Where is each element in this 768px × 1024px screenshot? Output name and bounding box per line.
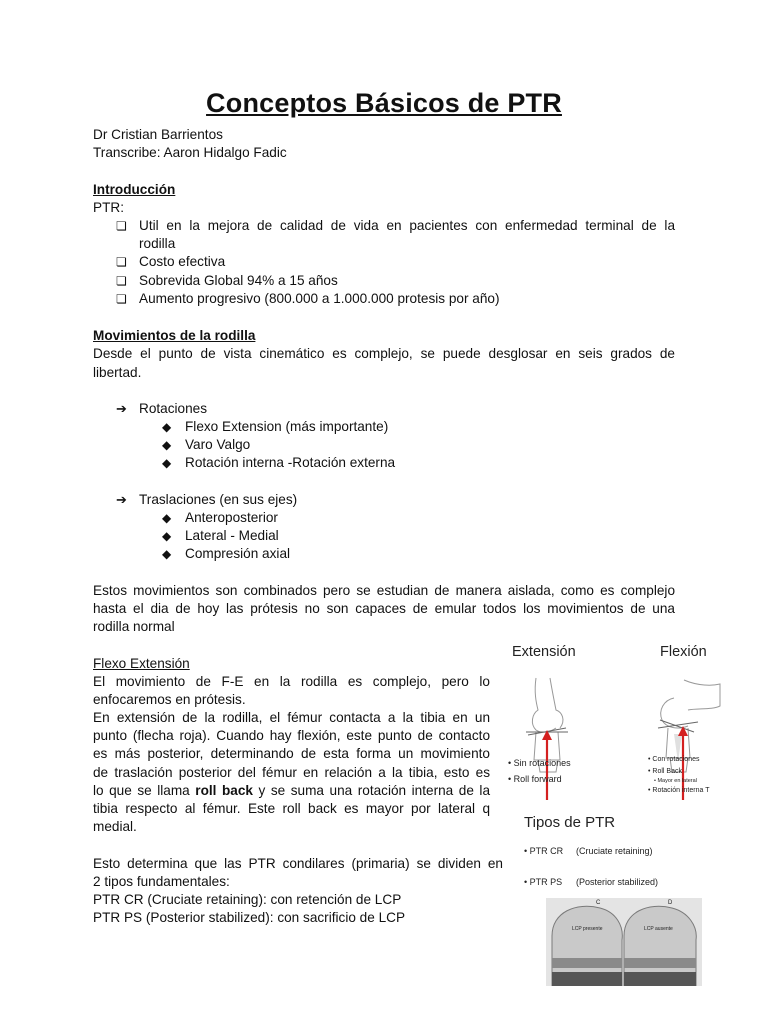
combined-line-2: hasta el dia de hoy las prótesis no son capaces de emular todos los movimientos de una <box>93 601 675 616</box>
flexo-line-2: enfocaremos en prótesis. <box>93 692 246 707</box>
flexo-heading: Flexo Extensión <box>93 656 190 671</box>
intro-heading: Introducción <box>93 182 176 197</box>
left-note-1: • Sin rotaciones <box>508 758 571 768</box>
flexo-line-7-post: y se suma una rotación interna de la <box>252 783 491 798</box>
rotation-item-2: Varo Valgo <box>185 437 251 452</box>
prosthesis-photo-svg <box>512 808 712 986</box>
transcriber-line: Transcribe: Aaron Hidalgo Fadic <box>93 145 287 160</box>
flexo-line-4: punto (flecha roja). Cuando hay flexión, este punto de contacto <box>93 728 490 743</box>
diamond-bullet-icon: ◆ <box>162 547 172 561</box>
arrow-right-icon: ➔ <box>116 492 127 507</box>
flexo-line-7 <box>93 782 490 800</box>
page-title: Conceptos Básicos de PTR <box>206 88 562 118</box>
rotation-item-1: Flexo Extension (más importante) <box>185 419 389 434</box>
flexo-line-7-pre: lo que se llama <box>93 783 196 798</box>
movements-paragraph-line-1: Desde el punto de vista cinemático es complejo, se puede desglosar en seis grados de <box>93 346 675 361</box>
translation-item-2: Lateral - Medial <box>185 528 279 543</box>
types-line-3: PTR CR (Cruciate retaining): con retención de LCP <box>93 892 402 907</box>
flexo-line-8: tibia respecto al fémur. Este roll back es mayor por lateral q <box>93 801 490 816</box>
flexo-line-3: En extensión de la rodilla, el fémur contacta a la tibia en un <box>93 710 490 725</box>
panel-d-letter: D <box>668 900 673 906</box>
combined-line-3: rodilla normal <box>93 619 175 634</box>
checkbox-bullet-icon: ❏ <box>116 292 127 306</box>
intro-bullet-2: Costo efectiva <box>139 254 226 269</box>
intro-bullet-1: Util en la mejora de calidad de vida en pacientes con enfermedad terminal de la <box>139 218 675 233</box>
intro-bullet-3: Sobrevida Global 94% a 15 años <box>139 273 338 288</box>
panel-d-label: LCP ausente <box>644 926 673 932</box>
intro-bullet-1-cont: rodilla <box>139 236 176 251</box>
movements-paragraph-line-2: libertad. <box>93 365 142 380</box>
ptr-cr-abbr: • PTR CR <box>524 846 564 856</box>
panel-c-label: LCP presente <box>572 926 603 932</box>
flexo-line-9: medial. <box>93 819 137 834</box>
right-note-3: • Mayor en lateral <box>654 778 697 784</box>
diamond-bullet-icon: ◆ <box>162 529 172 543</box>
types-line-4: PTR PS (Posterior stabilized): con sacrificio de LCP <box>93 910 406 925</box>
diamond-bullet-icon: ◆ <box>162 511 172 525</box>
author-line: Dr Cristian Barrientos <box>93 127 223 142</box>
ptr-types-figure <box>512 808 712 986</box>
types-line-1: Esto determina que las PTR condilares (primaria) se dividen en <box>93 856 503 871</box>
checkbox-bullet-icon: ❏ <box>116 274 127 288</box>
combined-line-1: Estos movimientos son combinados pero se estudian de manera aislada, como es complejo <box>93 583 675 598</box>
ptr-types-title: Tipos de PTR <box>524 814 616 831</box>
flexion-label: Flexión <box>660 644 707 660</box>
checkbox-bullet-icon: ❏ <box>116 219 127 233</box>
right-note-1: • Con rotaciones <box>648 756 700 763</box>
diamond-bullet-icon: ◆ <box>162 438 172 452</box>
rotations-label: Rotaciones <box>139 401 208 416</box>
checkbox-bullet-icon: ❏ <box>116 255 127 269</box>
right-note-2: • Roll Back <box>648 768 682 775</box>
translation-item-3: Compresión axial <box>185 546 291 561</box>
right-note-4: • Rotación interna T <box>648 787 710 794</box>
roll-back-term: roll back <box>195 783 253 798</box>
flexo-line-6: de traslación posterior del fémur en relación a la tibia, esto es <box>93 765 490 780</box>
movements-heading: Movimientos de la rodilla <box>93 328 256 343</box>
translations-label: Traslaciones (en sus ejes) <box>139 492 298 507</box>
flexo-line-5: es más posterior, determinando de esta forma un movimiento <box>93 746 490 761</box>
knee-extension-flexion-figure <box>498 640 722 805</box>
ptr-cr-full: (Cruciate retaining) <box>576 846 653 856</box>
types-line-2: 2 tipos fundamentales: <box>93 874 230 889</box>
ptr-ps-abbr: • PTR PS <box>524 877 563 887</box>
extension-label: Extensión <box>512 644 576 660</box>
flexo-line-1: El movimiento de F-E en la rodilla es complejo, pero lo <box>93 674 490 689</box>
diamond-bullet-icon: ◆ <box>162 456 172 470</box>
diamond-bullet-icon: ◆ <box>162 420 172 434</box>
arrow-right-icon: ➔ <box>116 401 127 416</box>
translation-item-1: Anteroposterior <box>185 510 278 525</box>
left-note-2: • Roll forward <box>508 774 562 784</box>
ptr-ps-full: (Posterior stabilized) <box>576 877 659 887</box>
rotation-item-3: Rotación interna -Rotación externa <box>185 455 396 470</box>
panel-c-letter: C <box>596 900 601 906</box>
intro-label: PTR: <box>93 200 124 215</box>
intro-bullet-4: Aumento progresivo (800.000 a 1.000.000 protesis por año) <box>139 291 500 306</box>
